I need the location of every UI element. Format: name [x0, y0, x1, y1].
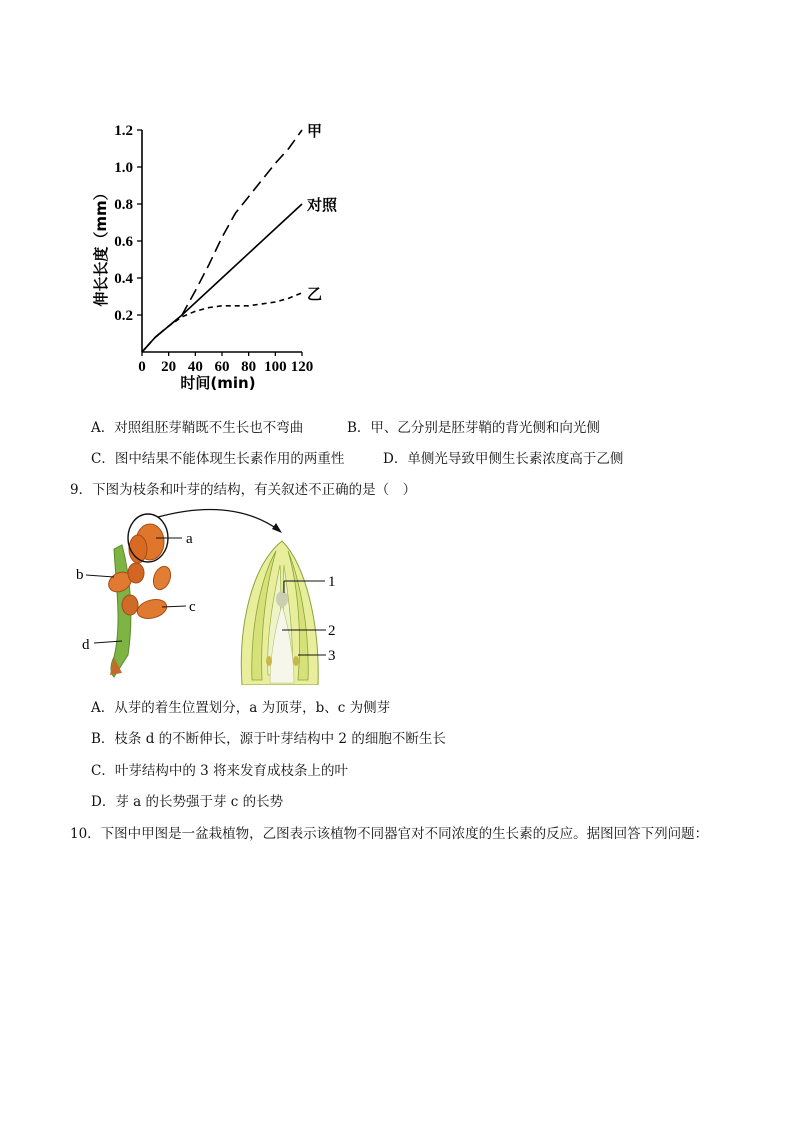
- y-tick-label: 0.2: [114, 308, 133, 324]
- q8-option-a: A．对照组胚芽鞘既不生长也不弯曲: [91, 420, 304, 436]
- x-tick-label: 0: [138, 359, 146, 375]
- label-2: 2: [328, 623, 336, 639]
- y-tick-label: 0.6: [114, 234, 133, 250]
- q9-option-a: A．从芽的着生位置划分，a 为顶芽，b、c 为侧芽: [91, 700, 391, 716]
- growth-chart: [80, 110, 350, 400]
- series-line-乙: [142, 293, 302, 352]
- y-tick-label: 0.4: [114, 271, 133, 287]
- x-tick-label: 40: [187, 359, 203, 375]
- q8-option-c: C．图中结果不能体现生长素作用的两重性: [91, 451, 345, 467]
- y-tick-label: 1.2: [114, 123, 133, 139]
- label-3: 3: [328, 648, 336, 664]
- q9-option-b: B．枝条 d 的不断伸长，源于叶芽结构中 2 的细胞不断生长: [91, 731, 446, 747]
- label-a: a: [186, 531, 193, 547]
- series-label: 对照: [307, 196, 338, 214]
- q9-stem: 9．下图为枝条和叶芽的结构，有关叙述不正确的是（ ）: [70, 482, 417, 498]
- y-tick-label: 1.0: [114, 160, 133, 176]
- leaf-bud-section: [241, 541, 318, 685]
- label-1: 1: [328, 574, 336, 590]
- x-tick-label: 20: [161, 359, 177, 375]
- series-label: 甲: [307, 122, 323, 140]
- series-label: 乙: [307, 284, 323, 303]
- bud-c: [135, 596, 169, 621]
- x-tick-label: 80: [241, 359, 257, 375]
- q8-option-b: B．甲、乙分别是胚芽鞘的背光侧和向光侧: [347, 420, 600, 436]
- x-tick-label: 100: [264, 359, 287, 375]
- x-tick-label: 60: [214, 359, 230, 375]
- y-tick-label: 0.8: [114, 197, 133, 213]
- x-axis-title: 时间(min): [180, 374, 256, 392]
- label-c: c: [189, 599, 196, 615]
- label-d: d: [82, 637, 90, 653]
- label-b: b: [76, 567, 84, 583]
- q9-option-d: D．芽 a 的长势强于芽 c 的长势: [91, 794, 284, 810]
- series-line-对照: [142, 204, 302, 352]
- q8-option-d: D．单侧光导致甲侧生长素浓度高于乙侧: [383, 451, 624, 467]
- q9-option-c: C．叶芽结构中的 3 将来发育成枝条上的叶: [91, 763, 349, 779]
- q10-stem: 10．下图中甲图是一盆栽植物，乙图表示该植物不同器官对不同浓度的生长素的反应。据图回答下列问题：: [70, 826, 709, 842]
- series-line-甲: [142, 130, 302, 352]
- arrow: [158, 509, 280, 531]
- y-axis-title: 伸长长度（mm）: [92, 185, 110, 307]
- x-tick-label: 120: [290, 359, 314, 375]
- branch-figure: [70, 505, 370, 685]
